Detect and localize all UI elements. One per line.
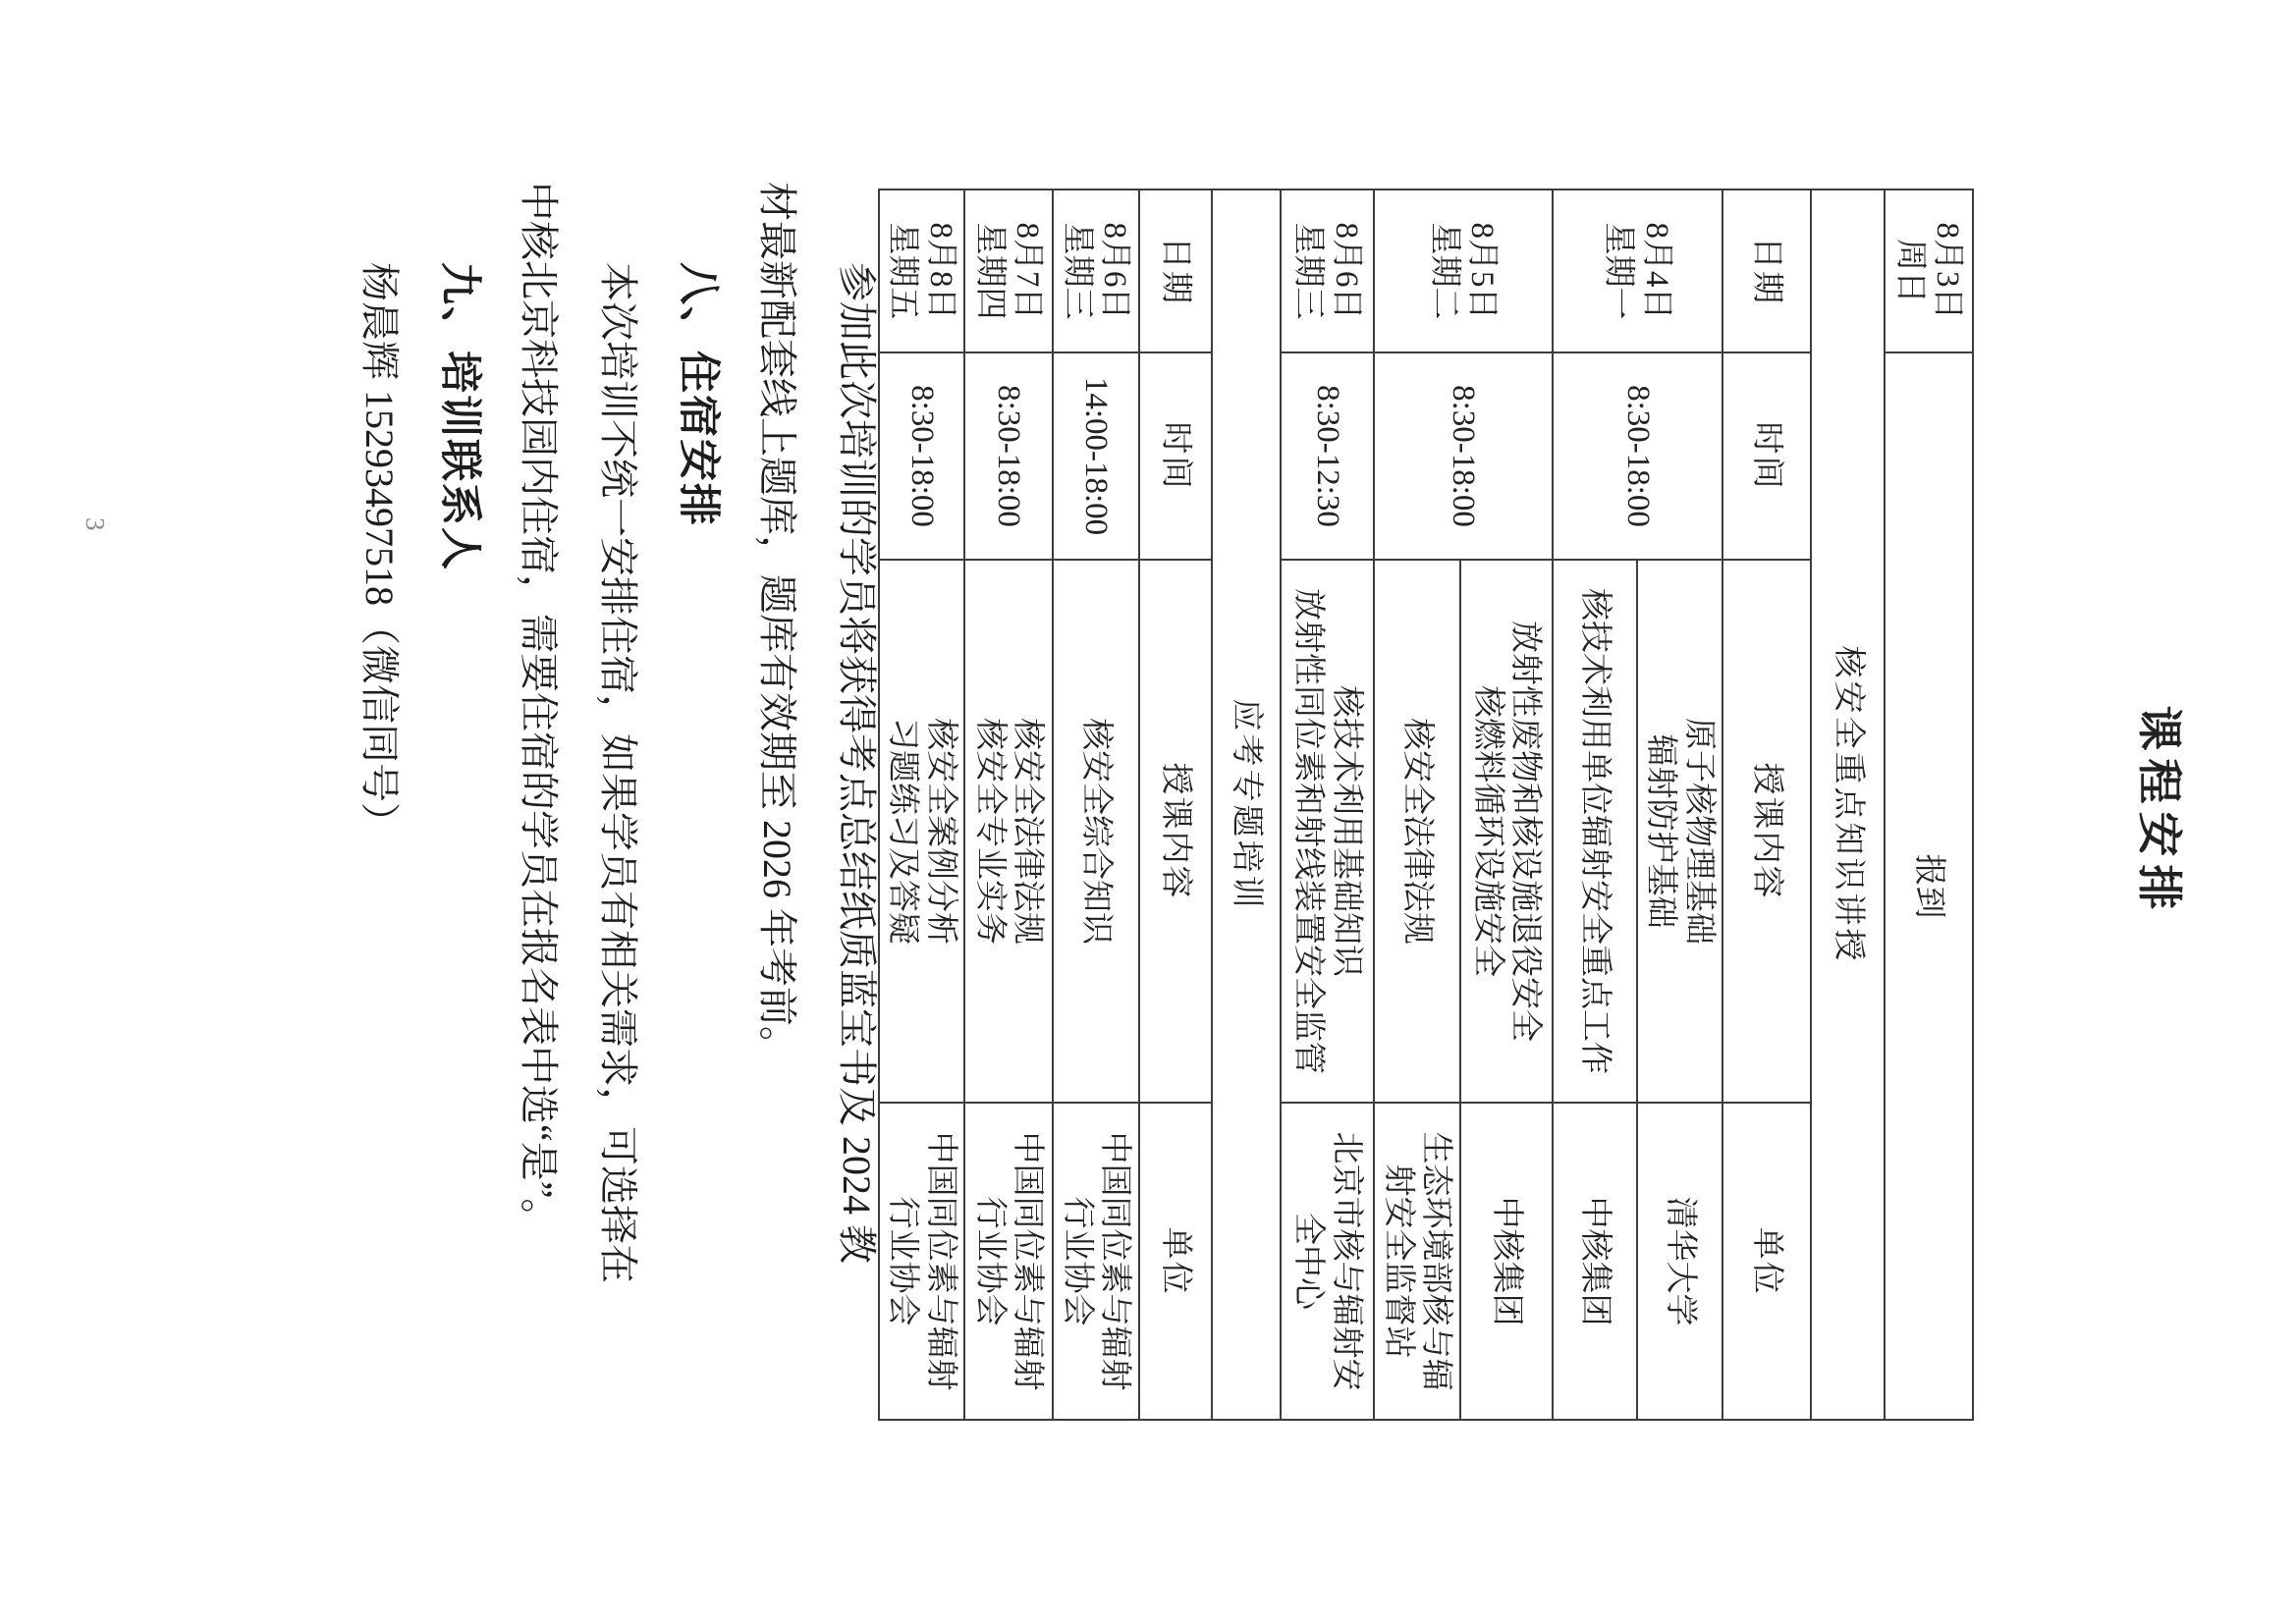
aug7-time-cell: 8:30-18:00	[964, 352, 1053, 560]
header1-unit: 单位	[1722, 1103, 1811, 1420]
aug6pm-time-cell: 14:00-18:00	[1053, 352, 1139, 560]
aug6am-date-line1: 8月6日	[1328, 222, 1364, 320]
aug6pm-date-line2: 星期三	[1060, 222, 1095, 320]
aug8-unit-line2: 行业协会	[885, 1196, 921, 1326]
aug6pm-unit-line2: 行业协会	[1060, 1196, 1095, 1326]
section1-banner: 核安全重点知识讲授	[1811, 189, 1885, 1420]
table-row-banner-1	[1811, 189, 1885, 1420]
checkin-date-cell	[1885, 189, 1973, 352]
table-row-aug6-am	[1281, 189, 1374, 1420]
table-row-checkin	[1885, 189, 1973, 1420]
aug7-date-line2: 星期四	[972, 222, 1008, 320]
aug6am-content-line1: 核技术利用基础知识	[1328, 685, 1364, 977]
section-heading-contact: 九、培训联系人	[436, 262, 482, 571]
header2-date: 日期	[1139, 189, 1212, 352]
page-number: 3	[81, 517, 110, 531]
header1-date: 日期	[1722, 189, 1811, 352]
aug4-date-line1: 8月4日	[1638, 222, 1674, 320]
checkin-label-cell: 报到	[1885, 352, 1973, 1420]
aug5-date-cell	[1374, 189, 1553, 352]
note-line-1: 参加此次培训的学员将获得考点总结纸质蓝宝书及 2024 教	[835, 262, 879, 1264]
aug8-date-line2: 星期五	[885, 222, 921, 320]
header2-unit: 单位	[1139, 1103, 1212, 1420]
checkin-date-line2: 周日	[1892, 239, 1928, 303]
table-row-aug4-a	[1637, 189, 1722, 1420]
aug7-unit-line1: 中国同位素与辐射	[1010, 1131, 1046, 1391]
aug4-date-line2: 星期一	[1601, 222, 1637, 320]
aug8-content-line2: 习题练习及答疑	[885, 718, 921, 945]
aug5b-unit-line1: 生态环境部核与辐	[1418, 1131, 1454, 1391]
aug7-content-line2: 核安全专业实务	[972, 718, 1008, 945]
aug5-time-cell: 8:30-18:00	[1374, 352, 1553, 560]
aug6am-content-cell	[1281, 560, 1374, 1103]
aug6pm-content-cell: 核安全综合知识	[1053, 560, 1139, 1103]
aug4-time-cell: 8:30-18:00	[1553, 352, 1722, 560]
course-schedule-table	[878, 189, 1974, 1421]
aug6am-unit-cell	[1281, 1103, 1374, 1420]
aug6pm-date-cell	[1053, 189, 1139, 352]
aug6am-date-cell	[1281, 189, 1374, 352]
section-heading-accommodation: 八、住宿安排	[675, 262, 721, 527]
aug6am-unit-line2: 全中心	[1290, 1213, 1327, 1310]
aug5b-content-cell: 核安全法律法规	[1374, 560, 1460, 1103]
aug4a-content-cell	[1637, 560, 1722, 1103]
table-row-aug5-a	[1460, 189, 1553, 1420]
header2-content: 授课内容	[1139, 560, 1212, 1103]
aug5-date-line1: 8月5日	[1464, 222, 1501, 320]
aug6pm-unit-line1: 中国同位素与辐射	[1097, 1131, 1133, 1391]
aug5a-content-line2: 核燃料循环设施安全	[1470, 685, 1505, 977]
aug6pm-unit-cell	[1053, 1103, 1139, 1420]
aug6am-unit-line1: 北京市核与辐射安	[1328, 1131, 1364, 1391]
aug7-unit-cell	[964, 1103, 1053, 1420]
table-row-header-2	[1139, 189, 1212, 1420]
aug4a-unit-cell: 清华大学	[1637, 1103, 1722, 1420]
table-row-aug7	[964, 189, 1053, 1420]
aug8-unit-line1: 中国同位素与辐射	[922, 1131, 958, 1391]
aug4b-content-cell: 核技术利用单位辐射安全重点工作	[1553, 560, 1637, 1103]
aug7-date-cell	[964, 189, 1053, 352]
aug5-date-line2: 星期二	[1427, 222, 1462, 320]
aug4b-unit-cell: 中核集团	[1553, 1103, 1637, 1420]
header1-content: 授课内容	[1722, 560, 1811, 1103]
aug4a-content-line1: 原子核物理基础	[1680, 718, 1717, 945]
aug7-date-line1: 8月7日	[1010, 222, 1046, 320]
aug4-date-cell	[1553, 189, 1722, 352]
aug5a-unit-cell: 中核集团	[1460, 1103, 1553, 1420]
aug6am-content-line2: 放射性同位素和射线装置安全监管	[1290, 588, 1327, 1074]
note-line-4: 本次培训不统一安排住宿，如果学员有相关需求，可选择在	[596, 262, 640, 1283]
note-line-5: 中核北京科技园内住宿，需要住宿的学员在报名表中选“是”。	[517, 182, 561, 1238]
table-row-aug6-pm	[1053, 189, 1139, 1420]
checkin-date-line1: 8月3日	[1930, 222, 1966, 320]
table-row-banner-2	[1212, 189, 1281, 1420]
aug5b-unit-cell	[1374, 1103, 1460, 1420]
aug5a-content-line1: 放射性废物和核设施退役安全	[1507, 621, 1544, 1042]
contact-line: 杨晨辉 15293497518（微信同号）	[357, 262, 402, 841]
aug8-time-cell: 8:30-18:00	[879, 352, 964, 560]
note-line-2: 材最新配套线上题库，题库有效期至 2026 年考前。	[755, 182, 799, 1065]
aug7-unit-line2: 行业协会	[972, 1196, 1008, 1326]
aug6pm-date-line1: 8月6日	[1097, 222, 1133, 320]
table-row-header-1	[1722, 189, 1811, 1420]
aug7-content-cell	[964, 560, 1053, 1103]
header1-time: 时间	[1722, 352, 1811, 560]
aug5a-content-cell	[1460, 560, 1553, 1103]
aug6am-time-cell: 8:30-12:30	[1281, 352, 1374, 560]
aug7-content-line1: 核安全法律法规	[1010, 718, 1046, 945]
aug5b-unit-line2: 射安全监督站	[1381, 1163, 1416, 1359]
aug6am-date-line2: 星期三	[1290, 222, 1327, 320]
header2-time: 时间	[1139, 352, 1212, 560]
section2-banner: 应考专题培训	[1212, 189, 1281, 1420]
notes-block	[340, 182, 897, 1321]
aug8-date-line1: 8月8日	[922, 222, 958, 320]
page-title: 课程安排	[2134, 705, 2184, 918]
aug8-content-line1: 核安全案例分析	[922, 718, 958, 945]
aug4a-content-line2: 辐射防护基础	[1643, 733, 1679, 929]
